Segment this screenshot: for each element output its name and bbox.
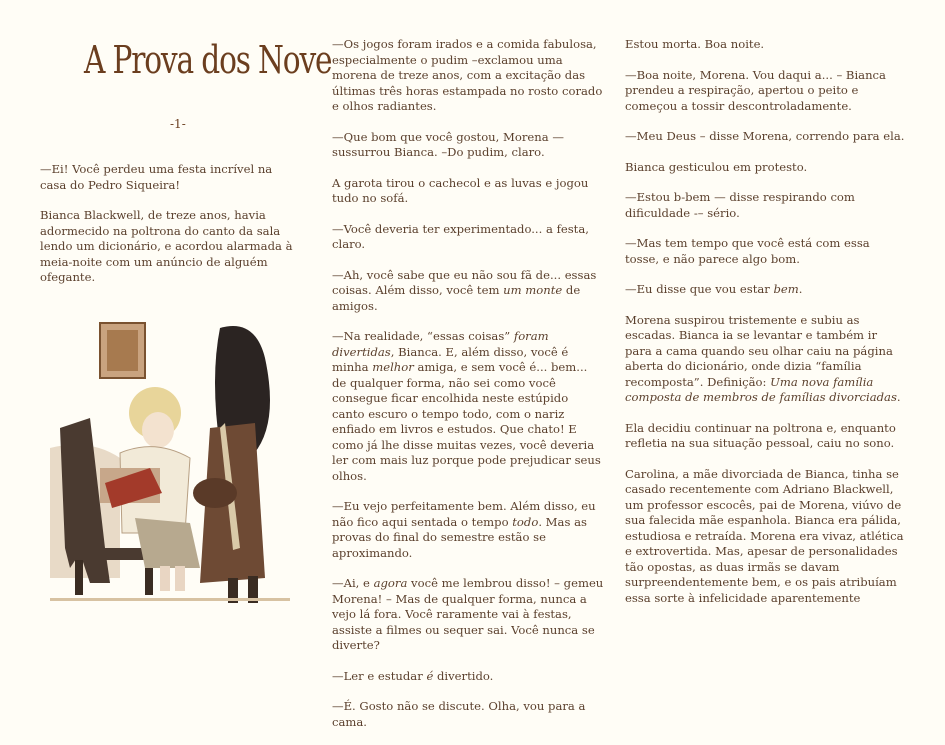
paragraph: —Eu vejo perfeitamente bem. Além disso, eu não fico aqui sentada o tempo todo. Mas as provas do final do semestre estão se aproximando. xyxy=(332,499,596,560)
paragraph: —Boa noite, Morena. Vou daqui a... – Bianca prendeu a respiração, apertou o peito e começou a tossir descontroladamente. xyxy=(625,67,886,113)
paragraph: —Ah, você sabe que eu não sou fã de... essas coisas. Além disso, você tem um monte de amigos. xyxy=(332,267,597,313)
paragraph: Bianca Blackwell, de treze anos, havia adormecido na poltrona do canto da sala lendo um dicionário, e acordou alarmada à meia-noite com um anúncio de alguém ofegante. xyxy=(40,208,293,284)
paragraph: —Eu disse que vou estar bem. xyxy=(625,282,803,296)
text-column-right xyxy=(625,37,907,621)
intro-text xyxy=(40,162,302,301)
paragraph: —Ei! Você perdeu uma festa incrível na casa do Pedro Siqueira! xyxy=(40,162,273,192)
paragraph: —Ai, e agora você me lembrou disso! – gemeu Morena! – Mas de qualquer forma, nunca a vejo lá fora. Você raramente vai à festas, assiste a filmes ou sequer sai. Você nunca se diverte? xyxy=(332,576,604,652)
chapter-number: -1- xyxy=(170,117,186,131)
paragraph: —Os jogos foram irados e a comida fabulosa, especialmente o pudim –exclamou uma morena de treze anos, com a excitação das últimas três horas estampada no rosto corado e olhos radiantes. xyxy=(332,37,603,113)
paragraph: A garota tirou o cachecol e as luvas e jogou tudo no sofá. xyxy=(332,175,589,205)
paragraph: —Você deveria ter experimentado... a festa, claro. xyxy=(332,221,589,251)
illustration-image xyxy=(50,318,290,608)
paragraph: Ela decidiu continuar na poltrona e, enquanto refletia na sua situação pessoal, caiu no sono. xyxy=(625,420,896,450)
paragraph: —Estou b-bem — disse respirando com dificuldade -– sério. xyxy=(625,190,855,220)
paragraph: —Meu Deus – disse Morena, correndo para ela. xyxy=(625,129,905,143)
text-column-middle xyxy=(332,37,604,745)
paragraph: —Mas tem tempo que você está com essa tosse, e não parece algo bom. xyxy=(625,236,870,266)
book-title: A Prova dos Nove xyxy=(84,38,332,82)
paragraph: —Na realidade, “essas coisas” foram divertidas, Bianca. E, além disso, você é minha melhor amiga, e sem você é... bem... de qualquer forma, não sei como você consegue ficar encolhida neste estúpido canto escuro o tempo todo, com o nariz enfiado em livros e estudos. Que chato! E como já lhe disse muitas vezes, você deveria ler com mais luz porque pode prejudicar seus olhos. xyxy=(332,329,601,483)
paragraph: Bianca gesticulou em protesto. xyxy=(625,159,808,174)
paragraph: Carolina, a mãe divorciada de Bianca, tinha se casado recentemente com Adriano Blackwell, um professor escocês, pai de Morena, viúvo de sua falecida mãe espanhola. Bianca era pálida, estudiosa e retraída. Morena era vivaz, atlética e extrovertida. Mas, apesar de personalidades tão opostas, as duas irmãs se davam surpreendentemente bem, e os pais atribuíam essa sorte à infelicidade aparentemente xyxy=(625,466,904,605)
paragraph: —Ler e estudar é divertido. xyxy=(332,668,494,683)
paragraph: Estou morta. Boa noite. xyxy=(625,37,765,51)
paragraph: —Que bom que você gostou, Morena — sussurrou Bianca. –Do pudim, claro. xyxy=(332,129,564,159)
paragraph: —É. Gosto não se discute. Olha, vou para a cama. xyxy=(332,699,586,729)
paragraph: Morena suspirou tristemente e subiu as escadas. Bianca ia se levantar e também ir para a cama quando seu olhar caiu na página aberta do dicionário, onde dizia “família recomposta”. Definição: Uma nova família composta de membros de famílias divorciadas. xyxy=(625,312,901,404)
